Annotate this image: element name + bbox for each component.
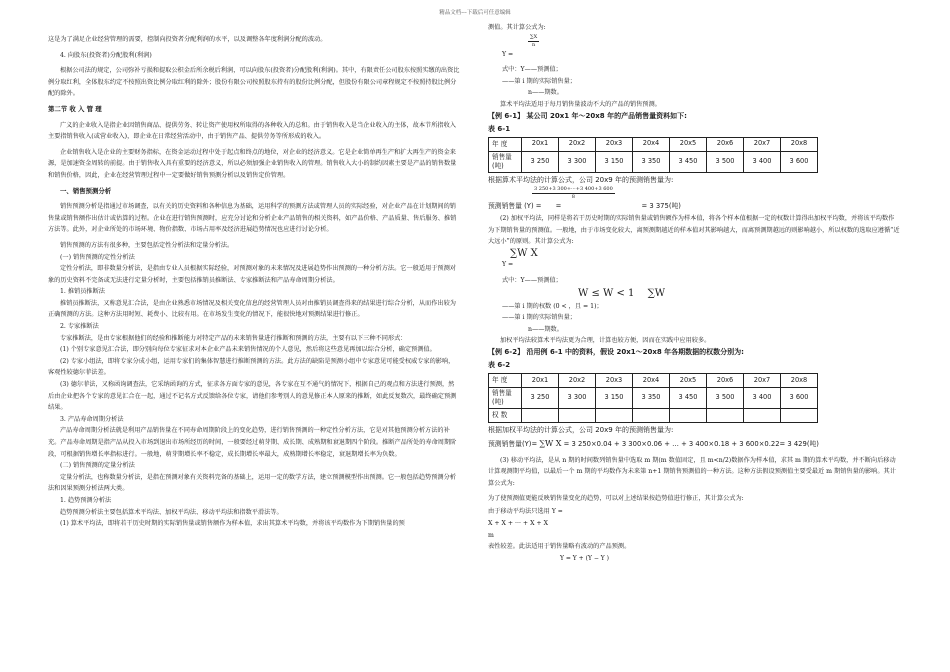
paragraph: (3) 德尔菲法，又称函询调查法，它采纳函询的方式，征求各方面专家的意见，各专家在互不通气的情况下，根据自己的观点和方法进行预测，然后由企业把各个专家的意见汇合在一起，通过不记名方式反馈给各位专家，请他们参考别人的意见修正本人原来的推断，如此反复数次，最终确定预测结果。	[48, 381, 457, 412]
subheading: 2. 专家推断法	[60, 323, 99, 331]
formula-weight-condition	[488, 287, 900, 301]
formula-equals: =	[555, 202, 562, 211]
formula-lhs: Y =	[502, 261, 514, 269]
paragraph: ——第 i 期的权数 (0 < ，且 = 1)；	[502, 302, 603, 310]
paragraph: 根据加权平均法的计算公式，公司 20x9 年的预测销售量为:	[488, 426, 674, 435]
table-cell: 3 300	[559, 388, 596, 409]
table-cell: 3 250	[522, 388, 559, 409]
subheading: 1. 趋势预测分析法	[60, 496, 112, 504]
table-cell: 20x5	[670, 374, 707, 388]
paragraph: 定性分析法，即非数量分析法，是指由专业人员根据实际经验，对预测对象的未来情况及进展趋势作出预测的一种分析方法。它一般适用于预测对象的历史资料不完备或无法进行定量分析时，主要包括推销员推断法、专家推断法和产品寿命周期分析法。	[48, 265, 456, 284]
table-cell: 20x1	[522, 137, 559, 151]
table-cell: 3 150	[596, 151, 633, 172]
page-header: 精品文档---下载后可任意编辑	[439, 10, 511, 16]
subheading: (一) 销售预测的定性分析法	[60, 253, 135, 261]
table-cell: 3 450	[670, 388, 707, 409]
formula-lhs: Y =	[502, 50, 514, 58]
formula-numerator: ∑X	[530, 33, 538, 40]
subheading: 3. 产品寿命周期分析法	[60, 415, 124, 423]
paragraph: 根据公司法的规定，公司弥补亏损和提取公积金后所余税后利润，可以向股东(投资者)分配股利(利润)。其中，有限责任公司股东按照实缴的出资比例分取红利，全体股东约定不按照出资比例分取红利的除外；股份有限公司按照股东持有的股份比例分配，但股份有限公司章程规定不按照持股比例分配的除外。	[48, 67, 460, 98]
paragraph: 企业销售收入是企业的主要财务指标，在资金运动过程中处于起点和终点的地位，对企业的经济意义。它是企业简单再生产和扩大再生产的资金来源，是加速资金周转的前提。由于销售收入具有重要的经济意义，所以必须加强企业销售收入的管理。销售收入大小的制约因素主要是产品的销售数量和销售价格，因此，企业在经营管理过程中一定要做好销售预测分析以及销售定价管理。	[48, 148, 457, 179]
subheading: 1. 推销员推断法	[60, 288, 105, 296]
example-6-1: 【例 6-1】 某公司 20x1 年～20x8 年的产品销售量资料如下:	[488, 111, 687, 120]
table-cell: 3 400	[744, 388, 781, 409]
paragraph: 推销员推断法，又称意见汇合法，是由企业熟悉市场情况及相关变化信息的经营管理人员对由推销员调查得来的结果进行综合分析，从而作出较为正确预测的方法。这种方法用时短、耗费小、比较有用。在市场发生变化的情况下，能很快地对预测结果进行修正。	[48, 299, 456, 319]
table-cell: 20x8	[781, 137, 818, 151]
right-column	[488, 22, 900, 564]
paragraph: 为了使预测值更能反映销售量变化的趋势，可以对上述结果按趋势值进行修正，其计算公式为:	[488, 495, 744, 503]
table-cell: 20x6	[707, 137, 744, 151]
table-cell: 3 250	[522, 151, 559, 172]
table-cell: 20x7	[744, 137, 781, 151]
paragraph: (2) 专家小组法，即将专家分成小组，运用专家们的集体智慧进行推断预测的方法。此方法的缺陷是预测小组中专家意见可能受权威专家的影响，客观性较德尔菲法差。	[48, 357, 455, 377]
formula-denominator: 8	[571, 194, 575, 201]
formula-lhs: 预测销售量 (Y) =	[488, 202, 542, 211]
table-cell	[559, 409, 596, 423]
formula-weighted-mean: ∑W X	[510, 247, 538, 259]
table-cell: 3 150	[596, 388, 633, 409]
table-cell: 3 350	[633, 151, 670, 172]
formula-example-6-1	[488, 186, 900, 201]
table-cell: 20x3	[596, 374, 633, 388]
paragraph: ——第 i 期的实际销售量；	[502, 77, 576, 85]
subheading: 4. 向股东(投资者)分配股利(利润)	[60, 51, 152, 59]
formula-sum-symbol: ∑W X	[539, 438, 562, 448]
paragraph: 加权平均法较算术平均法更为合理，计算也较方便，因而在实践中应用较多。	[500, 337, 711, 345]
table-cell	[596, 409, 633, 423]
table-cell	[744, 409, 781, 423]
table-caption: 表 6-2	[488, 361, 511, 370]
table-cell	[522, 409, 559, 423]
formula-numerator: 3 250+3 300+···+3 400+3 600	[534, 186, 613, 193]
paragraph: 销售预测分析是指通过市场调查，以有关的历史资料和各种信息为基础，运用科学的预测方法或管理人员的实际经验，对企业产品在计划期间的销售量或销售额作出估计或估算的过程。企业在进行销售预测时，应充分讨论和分析企业产品销售的相关资料，如产品价格、产品质量、售后服务、推销方法等。此外，对企业所处的市场环境、物价指数、市场占用率及经济进展趋势情况也应进行讨论分析。	[48, 203, 457, 234]
paragraph: n——期数。	[528, 325, 563, 333]
table-header: 销售量(吨)	[489, 388, 522, 409]
table-cell: 20x4	[633, 137, 670, 151]
paragraph: (2) 加权平均法，同样是将若干历史时期的实际销售量或销售额作为样本值，将各个样本值根据一定的权数计算得出加权平均数，并将该平均数作为下期销售量的预测值。一般地，由于市场变化较大，离预测期越近的样本值对其影响越大，而离预测期越远的则影响越小，所以权数的选取应遵循“近大远小”的原则。其计算公式为:	[488, 214, 900, 246]
table-cell: 3 450	[670, 151, 707, 172]
table-header: 年 度	[489, 137, 522, 151]
table-cell	[670, 409, 707, 423]
heading-sales-forecast: 一、销售预测分析	[60, 186, 112, 195]
formula-weight-sum: ∑W	[647, 287, 666, 299]
paragraph: 定量分析法，也称数量分析法，是指在预测对象有关资料完备的基础上，运用一定的数学方法，建立预测模型作出预测。它一般包括趋势预测分析法和因果预测分析法两大类。	[48, 473, 456, 493]
paragraph: (1) 个别专家意见汇合法，即分别向每位专家征求对本企业产品未来销售情况的个人意见，然后将这些意见再加以综合分析，确定预测值。	[60, 346, 436, 354]
table-cell: 20x6	[707, 374, 744, 388]
table-cell: 20x7	[744, 374, 781, 388]
formula-result-line	[488, 201, 900, 213]
table-cell: 3 600	[781, 388, 818, 409]
paragraph: 根据算术平均法的计算公式，公司 20x9 年的预测销售量为:	[488, 175, 674, 184]
table-cell: 20x2	[559, 374, 596, 388]
example-6-2: 【例 6-2】 沿用例 6-1 中的资料，假设 20x1～20x8 年各期数据的权数分别为:	[488, 347, 744, 356]
formula-numerator: X + X + ··· + X + X	[488, 520, 548, 528]
table-header: 年 度	[489, 374, 522, 388]
paragraph: 式中：Y——预测值；	[502, 276, 562, 284]
formula-denominator: n	[531, 41, 536, 48]
paragraph: ——第 i 期的实际销售量；	[502, 314, 576, 322]
formula-moving-average-line	[488, 505, 900, 518]
formula-result: = 3 250×0.04 + 3 300×0.06 + … + 3 400×0.18 + 3 600×0.22= 3 429(吨)	[563, 439, 819, 448]
paragraph: 趋势预测分析法主要包括算术平均法、加权平均法、移动平均法和指数平滑法等。	[60, 508, 283, 516]
table-cell	[633, 409, 670, 423]
left-column	[48, 34, 460, 530]
table-cell: 3 500	[707, 388, 744, 409]
subheading: (二) 销售预测的定量分析法	[60, 462, 135, 470]
formula-result: = 3 375(吨)	[641, 202, 681, 211]
table-caption: 表 6-1	[488, 125, 511, 134]
formula-trend-correction: Y = Y + (Y − Y )	[560, 554, 609, 562]
table-header: 销售量(吨)	[489, 151, 522, 172]
table-cell: 20x8	[781, 374, 818, 388]
paragraph: 测值。其计算公式为:	[488, 24, 546, 31]
paragraph: (3) 移动平均法，是从 n 期的时间数列销售量中选取 m 期(m 数值固定，且 m<n/2)数据作为样本值，求其 m 期的算术平均数，并不断向后移动计算观测期平均值，以最后一个 m 期的平均数作为未来第 n+1 期销售预测值的一种方法。这种方法假设预测值主要受最近 m 期销售量的影响。其计算公式为:	[488, 456, 896, 487]
table-header: 权 数	[489, 409, 522, 423]
formula-lhs: 预测销售量(Y)=	[488, 439, 538, 448]
table-cell: 3 400	[744, 151, 781, 172]
sales-table-6-1	[488, 137, 818, 173]
paragraph: 产品寿命周期分析法就是利用产品销售量在不同寿命周期阶段上的变化趋势，进行销售预测的一种定性分析方法，它是对其他预测分析方法的补充。产品寿命周期是指产品从投入市场到退出市场所经历的时间，一般要经过萌芽期、成长期、成熟期和衰退期四个阶段。推断产品所处的寿命周期阶段，可根据销售增长率指标进行。一般地，萌芽期增长率不稳定，成长期增长率最大，成熟期增长率稳定，衰退期增长率为负数。	[48, 427, 457, 458]
paragraph: 专家推断法，是由专家根据他们的经验和推断能力对特定产品的未来销售量进行推断和预测的方法，主要有以下三种不同形式：	[60, 334, 407, 342]
formula-lhs: Y =	[551, 508, 563, 516]
table-cell: 3 300	[559, 151, 596, 172]
paragraph: 这是为了满足企业经营管理的需要，控制向投资者分配利润的水平，以及调整各年度利润分配的波动。	[48, 36, 327, 43]
paragraph: 销售预测的方法有很多种，主要包括定性分析法和定量分析法。	[60, 241, 234, 249]
table-cell: 20x2	[559, 137, 596, 151]
paragraph: n——期数。	[528, 89, 563, 97]
paragraph: 算术平均法适用于每月销售量波动不大的产品的销售预测。	[500, 100, 661, 108]
table-cell	[707, 409, 744, 423]
table-cell: 20x1	[522, 374, 559, 388]
table-cell: 3 350	[633, 388, 670, 409]
table-cell	[781, 409, 818, 423]
text-fragment: 由于移动平均法只选用	[488, 508, 550, 516]
text-fragment: 表性较差。此法适用于销售量略有波动的产品预测。	[488, 543, 631, 551]
table-cell: 20x3	[596, 137, 633, 151]
table-cell: 20x5	[670, 137, 707, 151]
sales-table-6-2	[488, 373, 818, 423]
formula-example-6-2	[488, 437, 900, 451]
formula-weight-inequality: W ≤ W < 1	[578, 287, 635, 299]
formula-denominator: m	[488, 531, 494, 539]
formula-arithmetic-mean	[488, 34, 900, 49]
table-cell: 3 500	[707, 151, 744, 172]
table-cell: 3 600	[781, 151, 818, 172]
paragraph: 式中：Y——预测值；	[502, 66, 562, 74]
paragraph: 广义的企业收入是指企业因销售商品、提供劳务、转让资产使用权所取得的各种收入的总和。由于销售收入是当企业收入的主体，故本节所指收入主要指销售收入(或营业收入)，即企业在日常经营活动中，由于销售产品、提供劳务等所形成的收入。	[48, 121, 456, 141]
section-heading: 第二节 收 入 管 理	[48, 104, 102, 113]
paragraph: (1) 算术平均法，即将若干历史时期的实际销售量或销售额作为样本值，求出其算术平均数，并将该平均数作为下期销售量的预	[60, 520, 405, 528]
table-cell: 20x4	[633, 374, 670, 388]
